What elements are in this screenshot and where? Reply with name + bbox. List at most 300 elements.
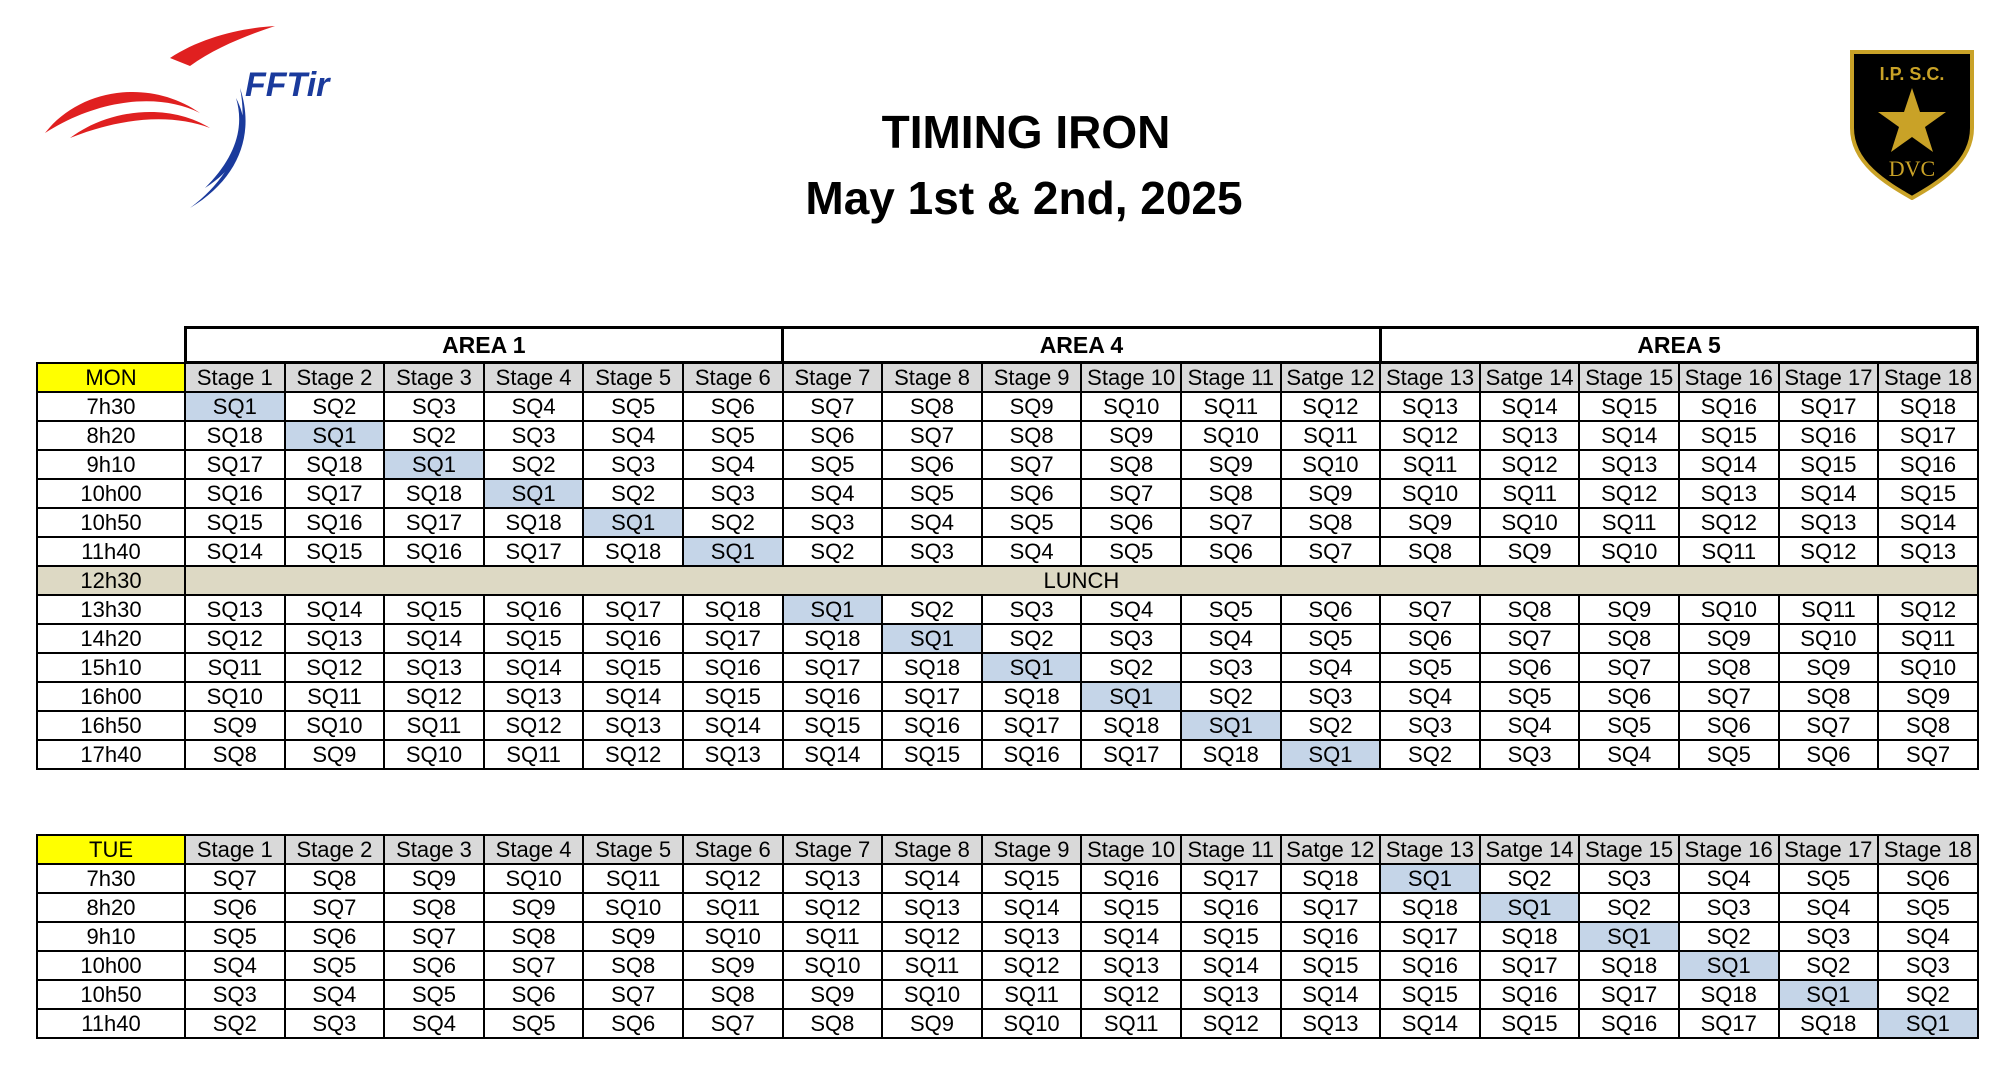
squad-cell: SQ9 [1679, 624, 1779, 653]
squad-cell: SQ6 [1081, 508, 1181, 537]
squad-cell: SQ9 [1579, 595, 1679, 624]
stage-header: Stage 7 [783, 363, 883, 393]
squad-cell: SQ13 [1878, 537, 1978, 566]
squad-cell: SQ3 [882, 537, 982, 566]
squad-cell: SQ12 [783, 893, 883, 922]
squad-cell: SQ15 [783, 711, 883, 740]
squad-cell: SQ9 [1480, 537, 1580, 566]
squad-cell: SQ11 [683, 893, 783, 922]
stage-header: Stage 13 [1380, 363, 1480, 393]
time-cell: 10h50 [37, 980, 185, 1009]
squad-cell: SQ6 [1878, 864, 1978, 893]
day-label: TUE [37, 835, 185, 864]
squad-cell: SQ3 [1480, 740, 1580, 769]
squad-cell: SQ10 [683, 922, 783, 951]
table-row [37, 392, 1978, 421]
time-cell: 11h40 [37, 537, 185, 566]
squad-cell: SQ4 [285, 980, 385, 1009]
squad-cell: SQ9 [384, 864, 484, 893]
stage-header: Stage 6 [683, 363, 783, 393]
squad-cell: SQ10 [484, 864, 584, 893]
stage-header: Stage 1 [185, 363, 285, 393]
squad-cell: SQ7 [1380, 595, 1480, 624]
squad-cell: SQ18 [1181, 740, 1281, 769]
squad-cell: SQ17 [1380, 922, 1480, 951]
squad-cell: SQ9 [285, 740, 385, 769]
stage-header: Stage 13 [1380, 835, 1480, 864]
squad-cell: SQ3 [583, 450, 683, 479]
squad-cell: SQ8 [1779, 682, 1879, 711]
squad-cell: SQ16 [285, 508, 385, 537]
squad-cell: SQ7 [683, 1009, 783, 1038]
squad-cell: SQ4 [384, 1009, 484, 1038]
squad-cell: SQ12 [1380, 421, 1480, 450]
squad-cell: SQ12 [1579, 479, 1679, 508]
squad-cell: SQ18 [683, 595, 783, 624]
squad-cell: SQ15 [384, 595, 484, 624]
squad-cell: SQ9 [1081, 421, 1181, 450]
stage-header: Stage 8 [882, 835, 982, 864]
squad-cell: SQ15 [1081, 893, 1181, 922]
squad-cell: SQ17 [1281, 893, 1381, 922]
squad-cell: SQ13 [1480, 421, 1580, 450]
squad-cell: SQ9 [1779, 653, 1879, 682]
squad-cell: SQ8 [1081, 450, 1181, 479]
squad-cell: SQ16 [1181, 893, 1281, 922]
squad-cell: SQ17 [683, 624, 783, 653]
squad-cell: SQ18 [285, 450, 385, 479]
squad-cell: SQ7 [783, 392, 883, 421]
stage-header: Stage 10 [1081, 835, 1181, 864]
squad-cell: SQ3 [683, 479, 783, 508]
squad-cell: SQ7 [1181, 508, 1281, 537]
squad-cell: SQ17 [583, 595, 683, 624]
squad-cell: SQ13 [1380, 392, 1480, 421]
squad-cell: SQ2 [982, 624, 1082, 653]
table-row [37, 711, 1978, 740]
squad-cell: SQ13 [583, 711, 683, 740]
squad-cell: SQ6 [1679, 711, 1779, 740]
table-row [37, 980, 1978, 1009]
monday-schedule-table [36, 326, 1979, 770]
squad-cell: SQ5 [1181, 595, 1281, 624]
squad-cell: SQ11 [185, 653, 285, 682]
squad-cell: SQ15 [1281, 951, 1381, 980]
squad-cell: SQ17 [1081, 740, 1181, 769]
squad-cell: SQ4 [882, 508, 982, 537]
stage-header: Stage 7 [783, 835, 883, 864]
table-row [37, 537, 1978, 566]
squad-cell: SQ5 [783, 450, 883, 479]
svg-text:I.P. S.C.: I.P. S.C. [1879, 64, 1945, 84]
squad-cell: SQ12 [1679, 508, 1779, 537]
squad-cell: SQ6 [783, 421, 883, 450]
squad-cell: SQ12 [384, 682, 484, 711]
table-row [37, 864, 1978, 893]
time-cell: 17h40 [37, 740, 185, 769]
squad-cell: SQ2 [783, 537, 883, 566]
squad-cell: SQ1 [683, 537, 783, 566]
squad-cell: SQ4 [982, 537, 1082, 566]
svg-text:FFTir: FFTir [245, 66, 330, 104]
area-header: AREA 5 [1380, 328, 1978, 363]
squad-cell: SQ5 [1679, 740, 1779, 769]
squad-cell: SQ5 [882, 479, 982, 508]
squad-cell: SQ15 [1679, 421, 1779, 450]
squad-cell: SQ11 [285, 682, 385, 711]
squad-cell: SQ10 [1480, 508, 1580, 537]
squad-cell: SQ9 [882, 1009, 982, 1038]
squad-cell: SQ2 [882, 595, 982, 624]
squad-cell: SQ6 [1579, 682, 1679, 711]
squad-cell: SQ4 [783, 479, 883, 508]
time-cell: 15h10 [37, 653, 185, 682]
time-cell: 10h00 [37, 951, 185, 980]
squad-cell: SQ4 [1579, 740, 1679, 769]
squad-cell: SQ14 [484, 653, 584, 682]
squad-cell: SQ6 [683, 392, 783, 421]
squad-cell: SQ11 [583, 864, 683, 893]
squad-cell: SQ12 [1081, 980, 1181, 1009]
squad-cell: SQ9 [185, 711, 285, 740]
squad-cell: SQ3 [1679, 893, 1779, 922]
squad-cell: SQ17 [1579, 980, 1679, 1009]
squad-cell: SQ7 [1579, 653, 1679, 682]
squad-cell: SQ14 [1878, 508, 1978, 537]
squad-cell: SQ10 [783, 951, 883, 980]
squad-cell: SQ10 [1081, 392, 1181, 421]
squad-cell: SQ3 [1081, 624, 1181, 653]
squad-cell: SQ11 [1878, 624, 1978, 653]
squad-cell: SQ17 [1480, 951, 1580, 980]
squad-cell: SQ2 [1480, 864, 1580, 893]
squad-cell: SQ8 [1181, 479, 1281, 508]
squad-cell: SQ14 [1779, 479, 1879, 508]
squad-cell: SQ12 [1181, 1009, 1281, 1038]
squad-cell: SQ10 [1779, 624, 1879, 653]
squad-cell: SQ13 [1679, 479, 1779, 508]
squad-cell: SQ7 [185, 864, 285, 893]
squad-cell: SQ4 [1380, 682, 1480, 711]
table-row [37, 421, 1978, 450]
squad-cell: SQ5 [1579, 711, 1679, 740]
squad-cell: SQ8 [1579, 624, 1679, 653]
squad-cell: SQ3 [783, 508, 883, 537]
squad-cell: SQ18 [1081, 711, 1181, 740]
squad-cell: SQ18 [185, 421, 285, 450]
stage-header: Stage 5 [583, 835, 683, 864]
squad-cell: SQ2 [1081, 653, 1181, 682]
squad-cell: SQ8 [185, 740, 285, 769]
squad-cell: SQ2 [484, 450, 584, 479]
squad-cell: SQ3 [1380, 711, 1480, 740]
squad-cell: SQ16 [683, 653, 783, 682]
table-row [37, 740, 1978, 769]
table-row [37, 951, 1978, 980]
squad-cell: SQ5 [484, 1009, 584, 1038]
table-row [37, 595, 1978, 624]
squad-cell: SQ4 [583, 421, 683, 450]
squad-cell: SQ18 [1579, 951, 1679, 980]
squad-cell: SQ13 [285, 624, 385, 653]
svg-text:DVC: DVC [1888, 156, 1936, 181]
day-label: MON [37, 363, 185, 393]
lunch-row [37, 566, 1978, 595]
squad-cell: SQ5 [185, 922, 285, 951]
squad-cell: SQ4 [1679, 864, 1779, 893]
time-cell: 7h30 [37, 392, 185, 421]
stage-header-row [37, 835, 1978, 864]
squad-cell: SQ4 [1181, 624, 1281, 653]
squad-cell: SQ10 [1679, 595, 1779, 624]
squad-cell: SQ8 [882, 392, 982, 421]
squad-cell: SQ6 [1380, 624, 1480, 653]
squad-cell: SQ14 [1679, 450, 1779, 479]
squad-cell: SQ5 [683, 421, 783, 450]
squad-cell: SQ10 [384, 740, 484, 769]
stage-header: Stage 1 [185, 835, 285, 864]
stage-header: Stage 16 [1679, 363, 1779, 393]
squad-cell: SQ13 [1579, 450, 1679, 479]
squad-cell: SQ2 [1281, 711, 1381, 740]
squad-cell: SQ1 [1081, 682, 1181, 711]
squad-cell: SQ4 [185, 951, 285, 980]
squad-cell: SQ16 [484, 595, 584, 624]
squad-cell: SQ9 [683, 951, 783, 980]
table-row [37, 682, 1978, 711]
squad-cell: SQ4 [683, 450, 783, 479]
squad-cell: SQ16 [1480, 980, 1580, 1009]
squad-cell: SQ10 [1878, 653, 1978, 682]
squad-cell: SQ15 [1480, 1009, 1580, 1038]
squad-cell: SQ1 [1679, 951, 1779, 980]
squad-cell: SQ1 [384, 450, 484, 479]
stage-header: Satge 14 [1480, 363, 1580, 393]
squad-cell: SQ3 [1181, 653, 1281, 682]
squad-cell: SQ1 [1181, 711, 1281, 740]
squad-cell: SQ9 [484, 893, 584, 922]
squad-cell: SQ9 [783, 980, 883, 1009]
squad-cell: SQ13 [882, 893, 982, 922]
squad-cell: SQ11 [1579, 508, 1679, 537]
area-header: AREA 4 [783, 328, 1381, 363]
squad-cell: SQ1 [1380, 864, 1480, 893]
stage-header: Stage 5 [583, 363, 683, 393]
squad-cell: SQ12 [683, 864, 783, 893]
stage-header: Stage 4 [484, 363, 584, 393]
squad-cell: SQ9 [1181, 450, 1281, 479]
squad-cell: SQ12 [185, 624, 285, 653]
squad-cell: SQ1 [1281, 740, 1381, 769]
squad-cell: SQ18 [1679, 980, 1779, 1009]
time-cell: 10h50 [37, 508, 185, 537]
squad-cell: SQ2 [583, 479, 683, 508]
squad-cell: SQ17 [285, 479, 385, 508]
stage-header-row [37, 363, 1978, 393]
squad-cell: SQ7 [1081, 479, 1181, 508]
squad-cell: SQ16 [1579, 1009, 1679, 1038]
squad-cell: SQ13 [1081, 951, 1181, 980]
squad-cell: SQ13 [384, 653, 484, 682]
squad-cell: SQ13 [185, 595, 285, 624]
squad-cell: SQ14 [982, 893, 1082, 922]
squad-cell: SQ13 [783, 864, 883, 893]
stage-header: Stage 3 [384, 835, 484, 864]
squad-cell: SQ17 [783, 653, 883, 682]
squad-cell: SQ8 [1679, 653, 1779, 682]
time-cell: 8h20 [37, 893, 185, 922]
time-cell: 16h50 [37, 711, 185, 740]
squad-cell: SQ14 [1579, 421, 1679, 450]
squad-cell: SQ3 [1878, 951, 1978, 980]
squad-cell: SQ15 [484, 624, 584, 653]
squad-cell: SQ12 [285, 653, 385, 682]
squad-cell: SQ7 [882, 421, 982, 450]
stage-header: Stage 3 [384, 363, 484, 393]
squad-cell: SQ4 [484, 392, 584, 421]
squad-cell: SQ5 [285, 951, 385, 980]
squad-cell: SQ10 [185, 682, 285, 711]
squad-cell: SQ10 [882, 980, 982, 1009]
squad-cell: SQ17 [484, 537, 584, 566]
squad-cell: SQ12 [1480, 450, 1580, 479]
time-cell: 10h00 [37, 479, 185, 508]
stage-header: Stage 18 [1878, 835, 1978, 864]
squad-cell: SQ15 [1579, 392, 1679, 421]
squad-cell: SQ2 [683, 508, 783, 537]
squad-cell: SQ10 [285, 711, 385, 740]
squad-cell: SQ12 [1281, 392, 1381, 421]
squad-cell: SQ1 [1480, 893, 1580, 922]
stage-header: Satge 12 [1281, 363, 1381, 393]
squad-cell: SQ5 [1779, 864, 1879, 893]
squad-cell: SQ16 [1878, 450, 1978, 479]
squad-cell: SQ7 [484, 951, 584, 980]
squad-cell: SQ15 [1181, 922, 1281, 951]
squad-cell: SQ2 [285, 392, 385, 421]
squad-cell: SQ17 [982, 711, 1082, 740]
squad-cell: SQ16 [1679, 392, 1779, 421]
squad-cell: SQ9 [1878, 682, 1978, 711]
squad-cell: SQ15 [285, 537, 385, 566]
squad-cell: SQ14 [1081, 922, 1181, 951]
squad-cell: SQ1 [185, 392, 285, 421]
time-cell: 13h30 [37, 595, 185, 624]
squad-cell: SQ18 [1878, 392, 1978, 421]
squad-cell: SQ8 [1878, 711, 1978, 740]
squad-cell: SQ14 [185, 537, 285, 566]
squad-cell: SQ1 [583, 508, 683, 537]
squad-cell: SQ1 [1878, 1009, 1978, 1038]
squad-cell: SQ9 [982, 392, 1082, 421]
squad-cell: SQ17 [1779, 392, 1879, 421]
stage-header: Stage 8 [882, 363, 982, 393]
squad-cell: SQ9 [1281, 479, 1381, 508]
table-row [37, 479, 1978, 508]
time-cell: 12h30 [37, 566, 185, 595]
squad-cell: SQ2 [1181, 682, 1281, 711]
stage-header: Satge 12 [1281, 835, 1381, 864]
squad-cell: SQ6 [882, 450, 982, 479]
squad-cell: SQ3 [1579, 864, 1679, 893]
stage-header: Stage 9 [982, 835, 1082, 864]
time-cell: 9h10 [37, 450, 185, 479]
squad-cell: SQ7 [982, 450, 1082, 479]
squad-cell: SQ7 [1878, 740, 1978, 769]
table-row [37, 893, 1978, 922]
squad-cell: SQ2 [384, 421, 484, 450]
squad-cell: SQ1 [783, 595, 883, 624]
table-row [37, 1009, 1978, 1038]
time-cell: 7h30 [37, 864, 185, 893]
squad-cell: SQ8 [982, 421, 1082, 450]
squad-cell: SQ14 [1480, 392, 1580, 421]
squad-cell: SQ13 [683, 740, 783, 769]
squad-cell: SQ15 [1878, 479, 1978, 508]
squad-cell: SQ18 [484, 508, 584, 537]
squad-cell: SQ17 [882, 682, 982, 711]
squad-cell: SQ10 [982, 1009, 1082, 1038]
lunch-cell: LUNCH [185, 566, 1978, 595]
squad-cell: SQ2 [1679, 922, 1779, 951]
squad-cell: SQ12 [1878, 595, 1978, 624]
tuesday-schedule-table [36, 834, 1979, 1039]
squad-cell: SQ5 [1081, 537, 1181, 566]
squad-cell: SQ4 [1480, 711, 1580, 740]
squad-cell: SQ10 [1181, 421, 1281, 450]
squad-cell: SQ6 [384, 951, 484, 980]
squad-cell: SQ15 [982, 864, 1082, 893]
table-row [37, 508, 1978, 537]
stage-header: Stage 11 [1181, 363, 1281, 393]
squad-cell: SQ15 [185, 508, 285, 537]
time-cell: 8h20 [37, 421, 185, 450]
squad-cell: SQ16 [982, 740, 1082, 769]
squad-cell: SQ10 [1380, 479, 1480, 508]
squad-cell: SQ15 [882, 740, 982, 769]
squad-cell: SQ16 [1779, 421, 1879, 450]
squad-cell: SQ1 [1579, 922, 1679, 951]
squad-cell: SQ5 [1878, 893, 1978, 922]
squad-cell: SQ1 [484, 479, 584, 508]
squad-cell: SQ11 [384, 711, 484, 740]
squad-cell: SQ18 [882, 653, 982, 682]
table-row [37, 624, 1978, 653]
stage-header: Stage 11 [1181, 835, 1281, 864]
squad-cell: SQ11 [783, 922, 883, 951]
squad-cell: SQ12 [484, 711, 584, 740]
squad-cell: SQ11 [484, 740, 584, 769]
squad-cell: SQ11 [1679, 537, 1779, 566]
squad-cell: SQ8 [583, 951, 683, 980]
squad-cell: SQ1 [882, 624, 982, 653]
squad-cell: SQ14 [1181, 951, 1281, 980]
document-title: TIMING IRON [881, 106, 1171, 158]
squad-cell: SQ11 [1081, 1009, 1181, 1038]
squad-cell: SQ3 [384, 392, 484, 421]
squad-cell: SQ3 [484, 421, 584, 450]
stage-header: Stage 16 [1679, 835, 1779, 864]
squad-cell: SQ1 [285, 421, 385, 450]
squad-cell: SQ18 [1281, 864, 1381, 893]
time-cell: 11h40 [37, 1009, 185, 1038]
squad-cell: SQ6 [982, 479, 1082, 508]
area-header: AREA 1 [185, 328, 783, 363]
squad-cell: SQ14 [583, 682, 683, 711]
squad-cell: SQ14 [783, 740, 883, 769]
squad-cell: SQ12 [583, 740, 683, 769]
stage-header: Stage 15 [1579, 363, 1679, 393]
